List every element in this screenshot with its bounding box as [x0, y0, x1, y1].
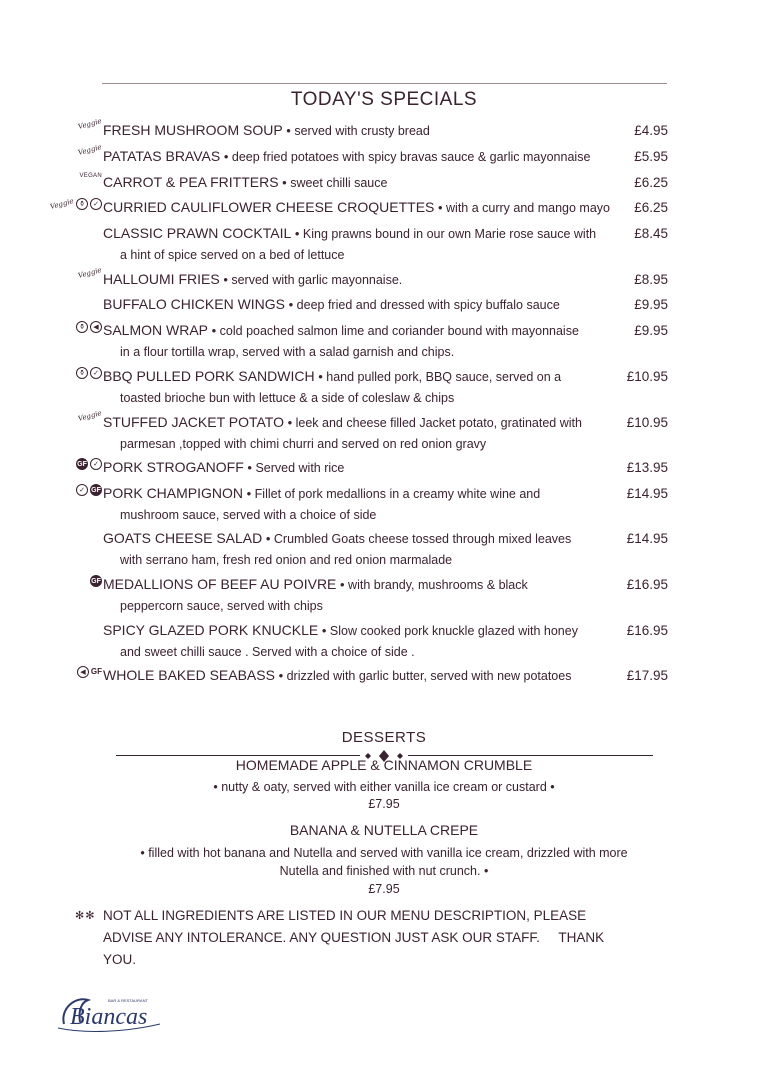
top-divider [102, 83, 667, 84]
menu-item-price: £8.95 [634, 272, 668, 287]
fish-icon: ◀ [90, 321, 102, 333]
menu-item-price: £13.95 [626, 460, 668, 475]
veggie-icon: Veggie [77, 143, 103, 157]
mustard-icon: ⚱ [76, 198, 88, 210]
menu-item-price: £6.25 [634, 175, 668, 190]
celery-icon: ✓ [76, 484, 88, 496]
allergen-icons [76, 367, 102, 379]
bullet-separator: • [336, 577, 345, 592]
bullet-separator: • [219, 272, 228, 287]
bullet-separator: • [282, 123, 291, 138]
menu-item-text [103, 197, 618, 219]
menu-item-text [103, 574, 618, 617]
menu-item-name: MEDALLIONS OF BEEF AU POIVRE [103, 576, 337, 592]
menu-item-text [103, 223, 618, 266]
menu-item-price: £10.95 [626, 369, 668, 384]
menu-item-description: Served with rice [251, 461, 345, 475]
menu-item-price: £16.95 [626, 577, 668, 592]
menu-item-price: £8.45 [634, 226, 668, 241]
bullet-separator: • [318, 623, 327, 638]
menu-item-description: cold poached salmon lime and coriander bound with mayonnaise [216, 324, 579, 338]
bullet-separator: • [285, 297, 294, 312]
gluten-free-icon: GF [90, 575, 102, 587]
bullet-separator: • [283, 415, 293, 430]
page-title: TODAY'S SPECIALS [290, 89, 478, 110]
allergen-icons [77, 117, 103, 131]
menu-item-price: £6.25 [634, 200, 668, 215]
bullet-separator: • [314, 369, 323, 384]
menu-item-description-cont: parmesan ,topped with chimi churri and served on red onion gravy [120, 437, 487, 451]
menu-item-price: £10.95 [626, 415, 668, 430]
allergen-icons [50, 198, 102, 210]
menu-item-price: £9.95 [634, 297, 668, 312]
bullet-separator: • [243, 460, 252, 475]
allergen-icons [77, 409, 103, 423]
menu-item-description: hand pulled pork, BBQ sauce, served on a [322, 370, 562, 384]
menu-item-name: CARROT & PEA FRITTERS [103, 174, 279, 190]
menu-item-name: CURRIED CAULIFLOWER CHEESE CROQUETTES [103, 199, 435, 215]
bullet-separator: • [208, 323, 217, 338]
bullet-separator: • [291, 226, 300, 241]
menu-item-text [103, 146, 618, 168]
celery-icon: ✓ [90, 367, 102, 379]
desserts-title: DESSERTS [341, 729, 427, 746]
allergen-icons [77, 143, 103, 157]
menu-item-description-cont: and sweet chilli sauce . Served with a choice of side . [120, 645, 415, 659]
menu-item-text [103, 120, 618, 142]
menu-item-description: with a curry and mango mayo [442, 201, 610, 215]
menu-item-price: £5.95 [634, 149, 668, 164]
menu-item-price: £14.95 [626, 486, 668, 501]
menu-item-name: PATATAS BRAVAS [103, 148, 221, 164]
menu-item-name: SALMON WRAP [103, 322, 209, 338]
mustard-icon: ⚱ [76, 367, 88, 379]
menu-item-description: sweet chilli sauce [286, 176, 388, 190]
menu-item-price: £17.95 [626, 668, 668, 683]
menu-item-text [103, 528, 618, 571]
dessert-description: • filled with hot banana and Nutella and served with vanilla ice cream, drizzled with more [140, 846, 628, 860]
menu-item-description: leek and cheese filled Jacket potato, gratinated with [292, 416, 582, 430]
menu-item-text [103, 665, 618, 687]
menu-item-description: served with crusty bread [290, 124, 430, 138]
gluten-free-text-icon: GF [90, 667, 102, 676]
dessert-price: £7.95 [368, 797, 400, 811]
menu-item-description: King prawns bound in our own Marie rose sauce with [299, 227, 597, 241]
allergen-icons [76, 484, 102, 496]
menu-item-text [103, 483, 618, 526]
logo-name: Biancas [70, 1004, 148, 1030]
menu-item-name: SPICY GLAZED PORK KNUCKLE [103, 622, 319, 638]
menu-item-description: Fillet of pork medallions in a creamy white wine and [251, 487, 541, 501]
menu-item-description-cont: mushroom sauce, served with a choice of side [120, 508, 377, 522]
mustard-icon: ⚱ [76, 321, 88, 333]
menu-item-description: Crumbled Goats cheese tossed through mixed leaves [270, 532, 572, 546]
fish-icon: ◀ [77, 666, 89, 678]
allergen-icons [79, 173, 102, 179]
celery-icon: ✓ [90, 458, 102, 470]
menu-item-text [103, 269, 618, 291]
menu-item-description-cont: with serrano ham, fresh red onion and red onion marmalade [120, 553, 453, 567]
gluten-free-icon: GF [90, 484, 102, 496]
veggie-icon: Veggie [77, 117, 103, 131]
bullet-separator: • [243, 486, 252, 501]
menu-item-name: BUFFALO CHICKEN WINGS [103, 296, 286, 312]
menu-item-description: drizzled with garlic butter, served with new potatoes [283, 669, 572, 683]
vegan-icon: VEGAN [79, 173, 102, 179]
allergen-icons [76, 458, 102, 470]
bullet-separator: • [434, 200, 443, 215]
menu-item-text [103, 172, 618, 194]
menu-item-text [103, 412, 618, 455]
menu-item-description-cont: toasted brioche bun with lettuce & a side of coleslaw & chips [120, 391, 455, 405]
biancas-logo [56, 988, 166, 1038]
gluten-free-icon: GF [76, 458, 88, 470]
dessert-description: • nutty & oaty, served with either vanilla ice cream or custard • [213, 780, 555, 794]
bullet-separator: • [278, 175, 287, 190]
dessert-name: BANANA & NUTELLA CREPE [289, 822, 479, 838]
menu-item-price: £14.95 [626, 531, 668, 546]
allergen-icons [76, 321, 102, 333]
menu-item-name: PORK STROGANOFF [103, 459, 244, 475]
menu-item-name: WHOLE BAKED SEABASS [103, 667, 275, 683]
bullet-separator: • [220, 149, 229, 164]
menu-item-name: HALLOUMI FRIES [103, 271, 220, 287]
menu-item-description: with brandy, mushrooms & black [344, 578, 528, 592]
note-line: YOU. [103, 952, 137, 967]
menu-item-name: GOATS CHEESE SALAD [103, 530, 263, 546]
menu-item-text [103, 620, 618, 663]
veggie-icon: Veggie [77, 266, 103, 280]
menu-item-description: served with garlic mayonnaise. [227, 273, 403, 287]
allergen-icons [90, 575, 102, 587]
menu-item-text [103, 294, 618, 316]
bullet-separator: • [274, 668, 284, 683]
menu-item-name: STUFFED JACKET POTATO [103, 414, 284, 430]
menu-item-price: £4.95 [634, 123, 668, 138]
logo-tagline: BAR & RESTAURANT [108, 998, 148, 1003]
allergen-icons [77, 666, 102, 678]
note-line: ADVISE ANY INTOLERANCE. ANY QUESTION JUST ASK OUR STAFF. THANK [103, 930, 605, 945]
allergen-note [103, 905, 643, 971]
menu-item-description-cont: a hint of spice served on a bed of lettuce [120, 248, 345, 262]
asterisk-icon: ✻✻ [75, 910, 96, 922]
menu-item-description: deep fried and dressed with spicy buffalo sauce [293, 298, 560, 312]
dessert-name: HOMEMADE APPLE & CINNAMON CRUMBLE [235, 757, 533, 773]
dessert-description-cont: Nutella and finished with nut crunch. • [279, 864, 489, 878]
menu-item-text [103, 320, 618, 363]
menu-item-name: PORK CHAMPIGNON [103, 485, 244, 501]
menu-item-description-cont: in a flour tortilla wrap, served with a salad garnish and chips. [120, 345, 455, 359]
allergen-icons [77, 266, 103, 280]
bullet-separator: • [262, 531, 271, 546]
menu-item-price: £16.95 [626, 623, 668, 638]
menu-item-description: deep fried potatoes with spicy bravas sauce & garlic mayonnaise [228, 150, 591, 164]
menu-item-description-cont: peppercorn sauce, served with chips [120, 599, 323, 613]
veggie-icon: Veggie [49, 196, 75, 211]
veggie-icon: Veggie [77, 409, 103, 423]
menu-item-name: CLASSIC PRAWN COCKTAIL [103, 225, 292, 241]
dessert-price: £7.95 [368, 882, 400, 896]
menu-item-description: Slow cooked pork knuckle glazed with honey [326, 624, 578, 638]
celery-icon: ✓ [90, 198, 102, 210]
menu-item-name: FRESH MUSHROOM SOUP [103, 122, 283, 138]
note-line: NOT ALL INGREDIENTS ARE LISTED IN OUR MENU DESCRIPTION, PLEASE [103, 908, 587, 923]
menu-item-name: BBQ PULLED PORK SANDWICH [103, 368, 315, 384]
menu-item-text [103, 366, 618, 409]
menu-item-price: £9.95 [634, 323, 668, 338]
menu-item-text [103, 457, 618, 479]
